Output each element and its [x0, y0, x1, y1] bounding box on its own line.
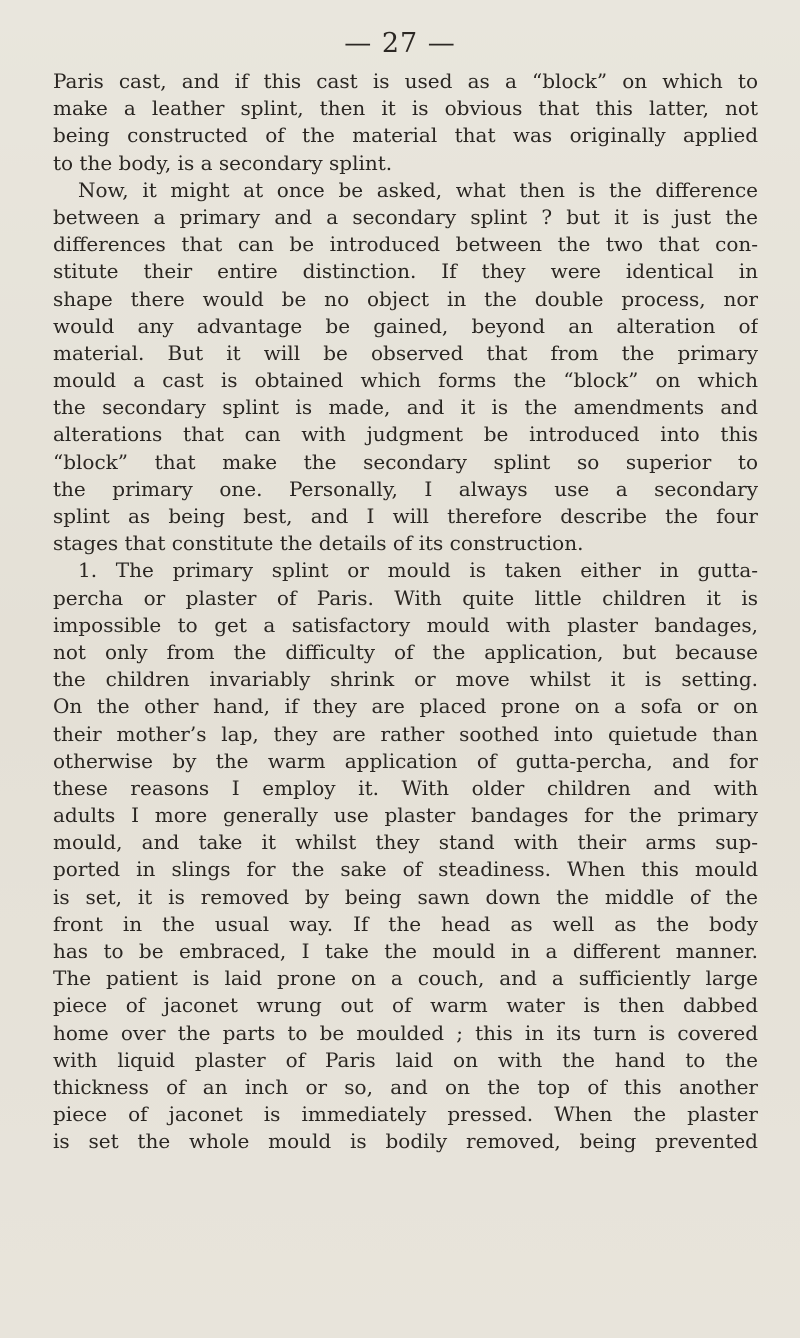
text-line: make a leather splint, then it is obvious that this latter, not: [53, 96, 758, 121]
text-line: 1. The primary splint or mould is taken either in gutta-: [78, 558, 758, 583]
page-number: — 27 —: [344, 28, 456, 59]
text-line: piece of jaconet is immediately pressed. When the plaster: [53, 1102, 758, 1127]
text-line: splint as being best, and I will therefore describe the four: [53, 504, 758, 528]
text-line: their mother’s lap, they are rather soothed into quietude than: [53, 721, 758, 746]
text-line: stages that constitute the details of its construction.: [53, 531, 584, 556]
text-line: is set, it is removed by being sawn down the middle of the: [53, 884, 758, 909]
text-line: piece of jaconet wrung out of warm water is then dabbed: [53, 993, 758, 1018]
text-line: the children invariably shrink or move whilst it is setting.: [53, 667, 758, 692]
text-line: being constructed of the material that was originally applied: [53, 123, 758, 148]
text-line: has to be embraced, I take the mould in a different manner.: [53, 939, 758, 963]
text-line: mould, and take it whilst they stand with their arms sup-: [53, 830, 758, 855]
text-line: would any advantage be gained, beyond an alteration of: [53, 313, 758, 338]
text-line: impossible to get a satisfactory mould with plaster bandages,: [53, 612, 758, 637]
text-line: these reasons I employ it. With older children and with: [53, 775, 758, 800]
text-line: percha or plaster of Paris. With quite little children it is: [53, 585, 758, 610]
text-line: stitute their entire distinction. If they were identical in: [53, 259, 758, 284]
text-line: to the body, is a secondary splint.: [53, 150, 393, 175]
text-line: with liquid plaster of Paris laid on with the hand to the: [53, 1047, 758, 1072]
text-line: On the other hand, if they are placed prone on a sofa or on: [53, 694, 758, 719]
body-text: [53, 68, 758, 1156]
text-line: mould a cast is obtained which forms the “block” on which: [53, 368, 758, 393]
text-line: differences that can be introduced between the two that con-: [53, 232, 758, 257]
text-line: The patient is laid prone on a couch, and a sufficiently large: [53, 966, 758, 991]
text-line: otherwise by the warm application of gutta-percha, and for: [53, 748, 758, 773]
text-line: shape there would be no object in the double process, nor: [53, 286, 758, 311]
text-line: Paris cast, and if this cast is used as a “block” on which to: [53, 69, 758, 93]
text-line: material. But it will be observed that from the primary: [53, 340, 758, 365]
text-line: ported in slings for the sake of steadiness. When this mould: [53, 857, 758, 882]
text-line: is set the whole mould is bodily removed, being prevented: [53, 1129, 758, 1154]
text-line: home over the parts to be moulded ; this in its turn is covered: [53, 1020, 758, 1045]
text-line: alterations that can with judgment be introduced into this: [53, 422, 758, 447]
text-line: thickness of an inch or so, and on the top of this another: [53, 1074, 758, 1099]
text-line: adults I more generally use plaster bandages for the primary: [53, 803, 758, 828]
text-line: not only from the difficulty of the application, but because: [53, 639, 758, 664]
text-line: the secondary splint is made, and it is the amendments and: [53, 395, 758, 420]
text-line: between a primary and a secondary splint ? but it is just the: [53, 204, 758, 229]
text-line: “block” that make the secondary splint so superior to: [53, 449, 758, 474]
text-line: the primary one. Personally, I always use a secondary: [53, 476, 758, 501]
text-line: Now, it might at once be asked, what then is the difference: [78, 177, 758, 202]
text-line: front in the usual way. If the head as well as the body: [53, 911, 758, 936]
